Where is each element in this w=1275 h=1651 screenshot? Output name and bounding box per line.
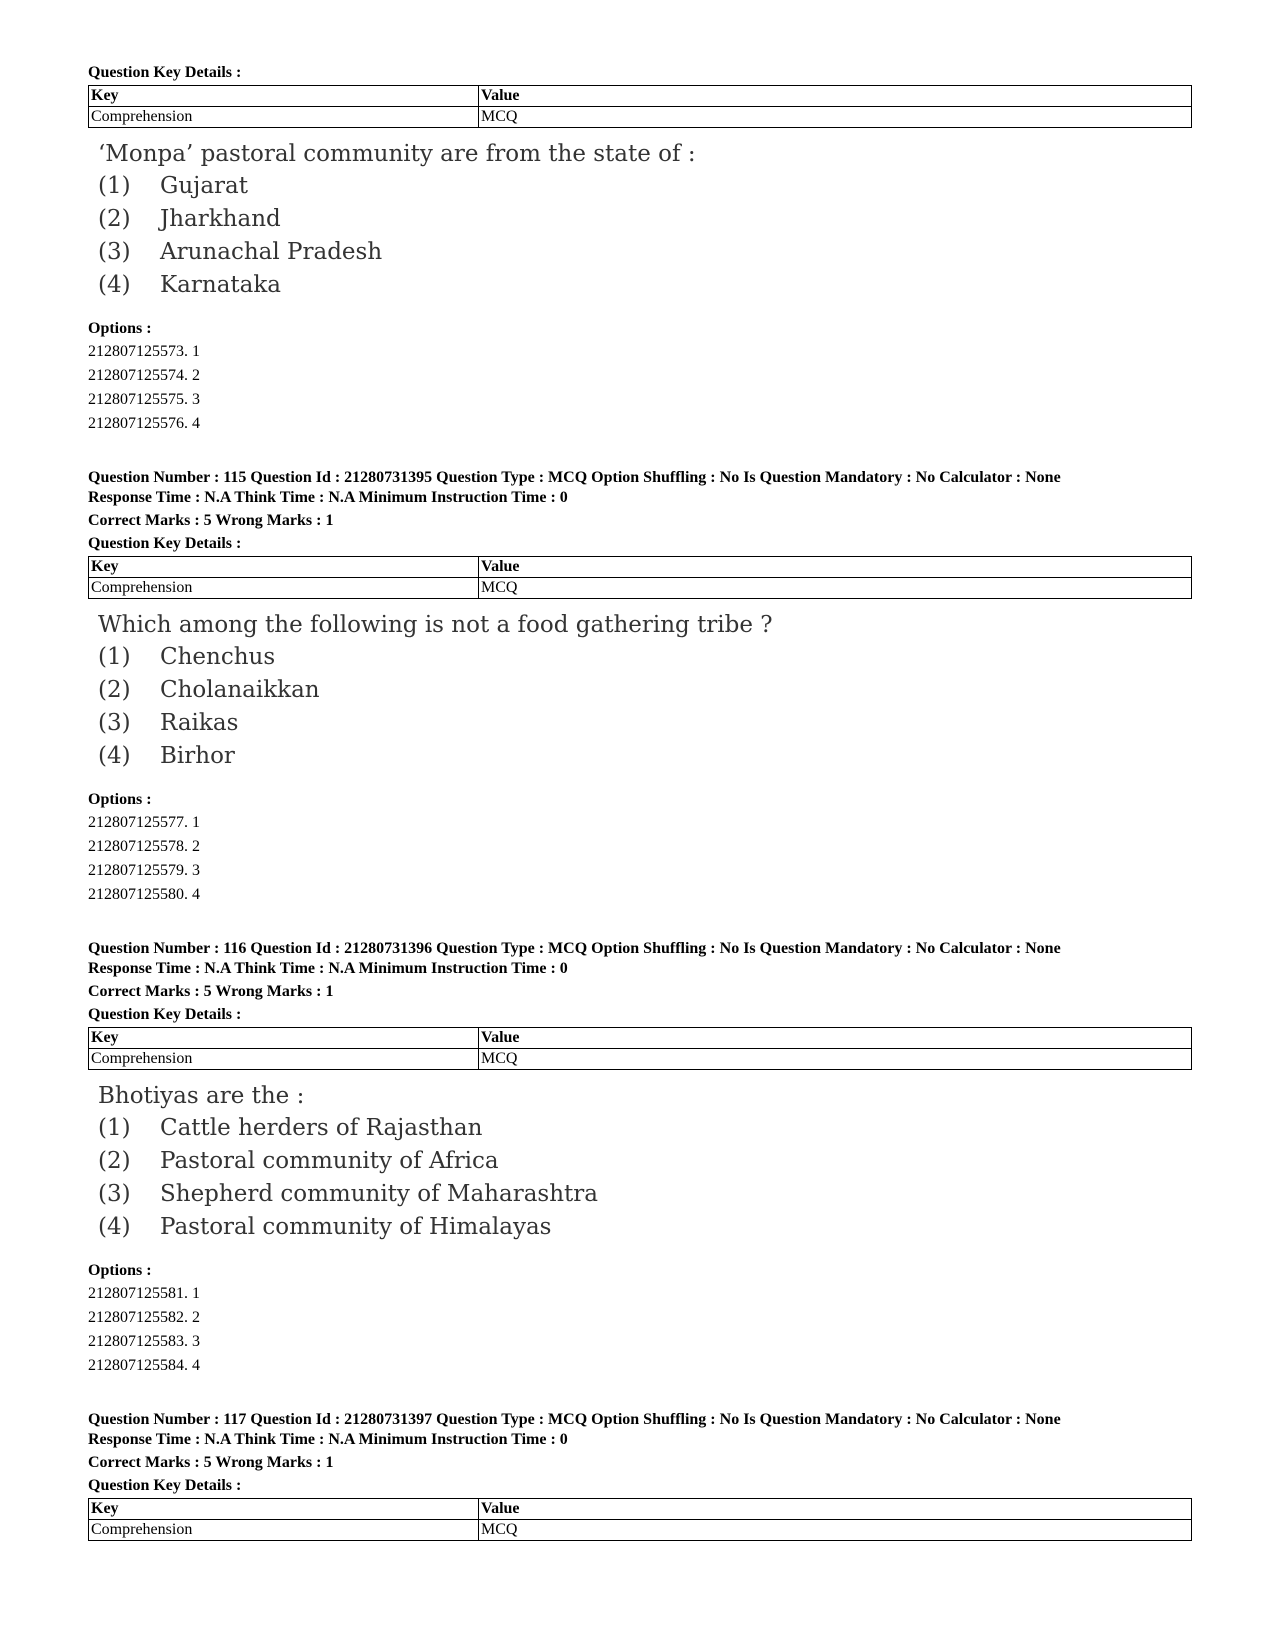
choice-text: Shepherd community of Maharashtra — [160, 1181, 598, 1207]
option-id-line: 212807125577. 1 — [88, 814, 200, 831]
option-id-line: 212807125578. 2 — [88, 838, 200, 855]
choice-number: (4) — [98, 1214, 131, 1240]
choice-number: (3) — [98, 239, 131, 265]
response-time-line: Response Time : N.A Think Time : N.A Minimum Instruction Time : 0 — [88, 489, 568, 506]
key-cell: Comprehension — [89, 578, 479, 599]
marks-line: Correct Marks : 5 Wrong Marks : 1 — [88, 1454, 334, 1471]
choice-item — [98, 707, 1192, 740]
key-details-label: Question Key Details : — [88, 535, 242, 552]
choice-item — [98, 203, 1192, 236]
response-time-line: Response Time : N.A Think Time : N.A Minimum Instruction Time : 0 — [88, 1431, 568, 1448]
choice-item — [98, 641, 1192, 674]
key-cell: Comprehension — [89, 1049, 479, 1070]
question-text — [88, 609, 1192, 773]
question-block-116 — [88, 939, 1192, 1378]
choice-number: (2) — [98, 677, 131, 703]
value-cell: MCQ — [479, 1520, 1192, 1541]
choice-item — [98, 1211, 1192, 1244]
question-meta-line: Question Number : 117 Question Id : 21280731397 Question Type : MCQ Option Shuffling : No Is Question Mandatory : No Calculator : None — [88, 1411, 1061, 1428]
table-row — [89, 1049, 1192, 1070]
key-details-label: Question Key Details : — [88, 1477, 242, 1494]
question-stem: ‘Monpa’ pastoral community are from the state of : — [98, 141, 696, 167]
question-stem: Bhotiyas are the : — [98, 1083, 305, 1109]
value-cell: MCQ — [479, 1049, 1192, 1070]
choice-number: (2) — [98, 206, 131, 232]
choice-number: (1) — [98, 644, 131, 670]
key-details-table — [88, 1027, 1192, 1070]
question-text — [88, 1080, 1192, 1244]
choice-item — [98, 269, 1192, 302]
choice-item — [98, 1178, 1192, 1211]
option-id-line: 212807125580. 4 — [88, 886, 200, 903]
option-id-line: 212807125581. 1 — [88, 1285, 200, 1302]
choice-text: Pastoral community of Himalayas — [160, 1214, 552, 1240]
key-cell: Comprehension — [89, 1520, 479, 1541]
choice-text: Karnataka — [160, 272, 282, 298]
key-details-label: Question Key Details : — [88, 1006, 242, 1023]
choice-item — [98, 1145, 1192, 1178]
choice-text: Raikas — [160, 710, 239, 736]
choice-number: (2) — [98, 1148, 131, 1174]
question-meta-line: Question Number : 116 Question Id : 21280731396 Question Type : MCQ Option Shuffling : No Is Question Mandatory : No Calculator : None — [88, 940, 1061, 957]
options-label: Options : — [88, 1262, 152, 1279]
question-block-115 — [88, 468, 1192, 907]
marks-line: Correct Marks : 5 Wrong Marks : 1 — [88, 983, 334, 1000]
option-id-line: 212807125584. 4 — [88, 1357, 200, 1374]
table-header-row — [89, 86, 1192, 107]
value-header: Value — [479, 1028, 1192, 1049]
key-header: Key — [89, 1028, 479, 1049]
question-meta-line: Question Number : 115 Question Id : 21280731395 Question Type : MCQ Option Shuffling : No Is Question Mandatory : No Calculator : None — [88, 469, 1061, 486]
option-id-line: 212807125579. 3 — [88, 862, 200, 879]
key-cell: Comprehension — [89, 107, 479, 128]
question-stem: Which among the following is not a food gathering tribe ? — [98, 612, 773, 638]
table-header-row — [89, 1499, 1192, 1520]
value-header: Value — [479, 1499, 1192, 1520]
options-label: Options : — [88, 791, 152, 808]
response-time-line: Response Time : N.A Think Time : N.A Minimum Instruction Time : 0 — [88, 960, 568, 977]
key-details-table — [88, 85, 1192, 128]
choice-item — [98, 740, 1192, 773]
choice-text: Chenchus — [160, 644, 276, 670]
choice-text: Birhor — [160, 743, 235, 769]
document-page — [88, 60, 1192, 1541]
choice-item — [98, 674, 1192, 707]
choice-number: (4) — [98, 743, 131, 769]
options-label: Options : — [88, 320, 152, 337]
question-block-117 — [88, 1410, 1192, 1541]
key-header: Key — [89, 1499, 479, 1520]
value-header: Value — [479, 557, 1192, 578]
table-row — [89, 578, 1192, 599]
choice-number: (3) — [98, 710, 131, 736]
question-text — [88, 138, 1192, 302]
choice-text: Gujarat — [160, 173, 248, 199]
key-header: Key — [89, 557, 479, 578]
key-header: Key — [89, 86, 479, 107]
option-id-line: 212807125583. 3 — [88, 1333, 200, 1350]
table-row — [89, 107, 1192, 128]
option-id-line: 212807125574. 2 — [88, 367, 200, 384]
value-header: Value — [479, 86, 1192, 107]
choice-text: Arunachal Pradesh — [160, 239, 383, 265]
table-header-row — [89, 1028, 1192, 1049]
choice-item — [98, 236, 1192, 269]
choice-text: Jharkhand — [160, 206, 281, 232]
option-id-line: 212807125575. 3 — [88, 391, 200, 408]
key-details-table — [88, 556, 1192, 599]
option-id-line: 212807125573. 1 — [88, 343, 200, 360]
choice-text: Cattle herders of Rajasthan — [160, 1115, 483, 1141]
choice-number: (3) — [98, 1181, 131, 1207]
value-cell: MCQ — [479, 107, 1192, 128]
table-header-row — [89, 557, 1192, 578]
choice-number: (1) — [98, 173, 131, 199]
marks-line: Correct Marks : 5 Wrong Marks : 1 — [88, 512, 334, 529]
choice-number: (1) — [98, 1115, 131, 1141]
choice-number: (4) — [98, 272, 131, 298]
key-details-table — [88, 1498, 1192, 1541]
choice-item — [98, 170, 1192, 203]
key-details-label: Question Key Details : — [88, 64, 242, 81]
question-block-114 — [88, 62, 1192, 436]
choice-text: Pastoral community of Africa — [160, 1148, 499, 1174]
choice-text: Cholanaikkan — [160, 677, 320, 703]
option-id-line: 212807125576. 4 — [88, 415, 200, 432]
table-row — [89, 1520, 1192, 1541]
option-id-line: 212807125582. 2 — [88, 1309, 200, 1326]
value-cell: MCQ — [479, 578, 1192, 599]
choice-item — [98, 1112, 1192, 1145]
